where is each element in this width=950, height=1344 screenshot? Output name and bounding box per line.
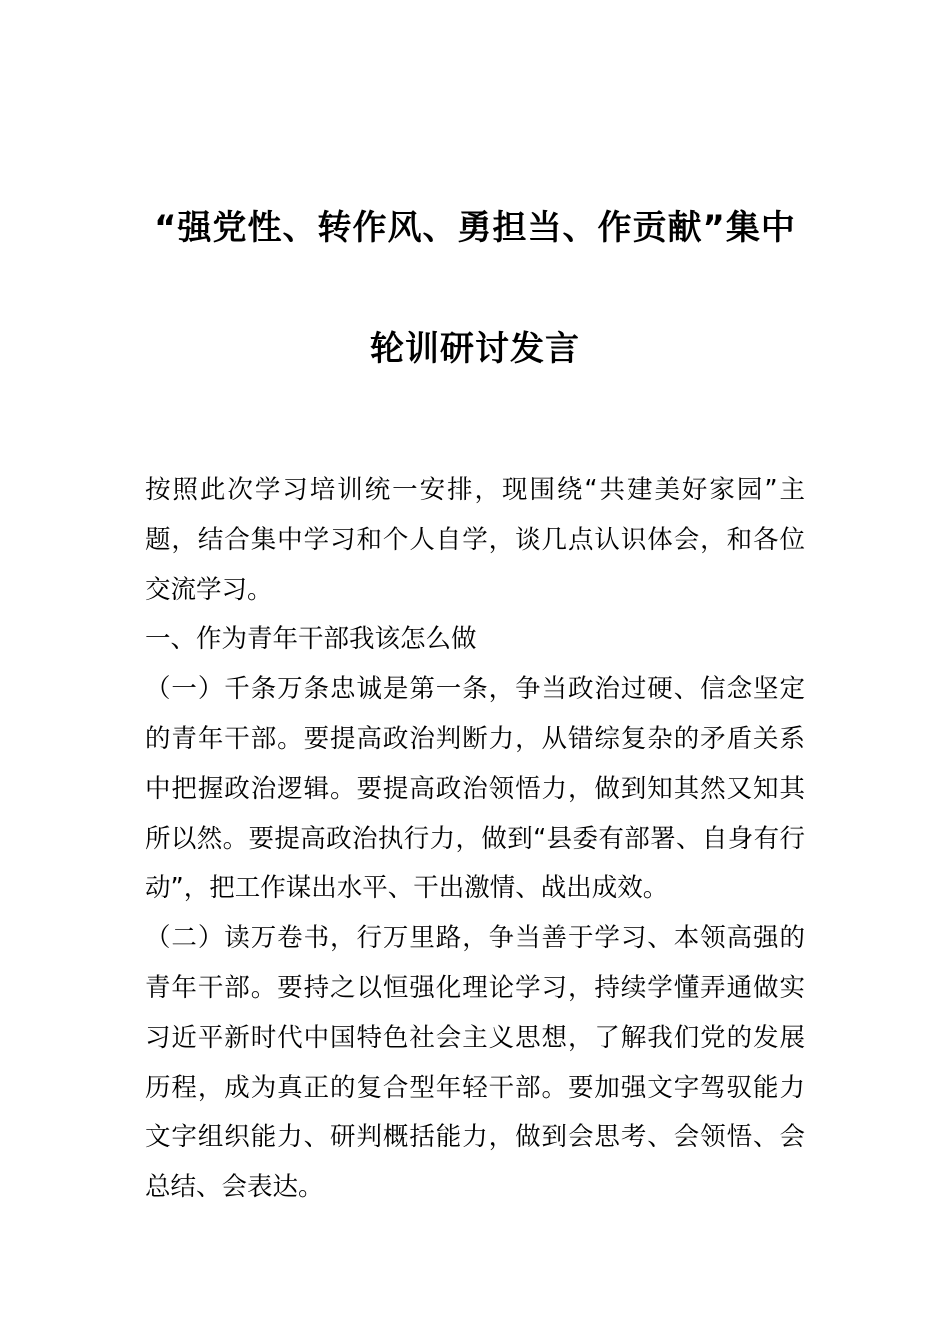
intro-paragraph: 按照此次学习培训统一安排，现围绕“共建美好家园”主题，结合集中学习和个人自学，谈几点认识体会，和各位交流学习。: [145, 475, 805, 605]
body-paragraph: （一）千条万条忠诚是第一条，争当政治过硬、信念坚定的青年干部。要提高政治判断力，从错综复杂的矛盾关系中把握政治逻辑。要提高政治领悟力，做到知其然又知其所以然。要提高政治执行力，做到“县委有部署、自身有行动”，把工作谋出水平、干出激情、战出成效。: [145, 674, 805, 904]
document-body: [145, 466, 805, 1213]
document-title-line-1: “强党性、转作风、勇担当、作贡献”集中: [154, 208, 796, 248]
body-paragraph: （二）读万卷书，行万里路，争当善于学习、本领高强的青年干部。要持之以恒强化理论学习，持续学懂弄通做实习近平新时代中国特色社会主义思想，了解我们党的发展历程，成为真正的复合型年轻干部。要加强文字驾驭能力文字组织能力、研判概括能力，做到会思考、会领悟、会总结、会表达。: [145, 923, 805, 1203]
document-title-line-2: 轮训研讨发言: [370, 329, 580, 369]
section-heading: 一、作为青年干部我该怎么做: [145, 624, 477, 655]
